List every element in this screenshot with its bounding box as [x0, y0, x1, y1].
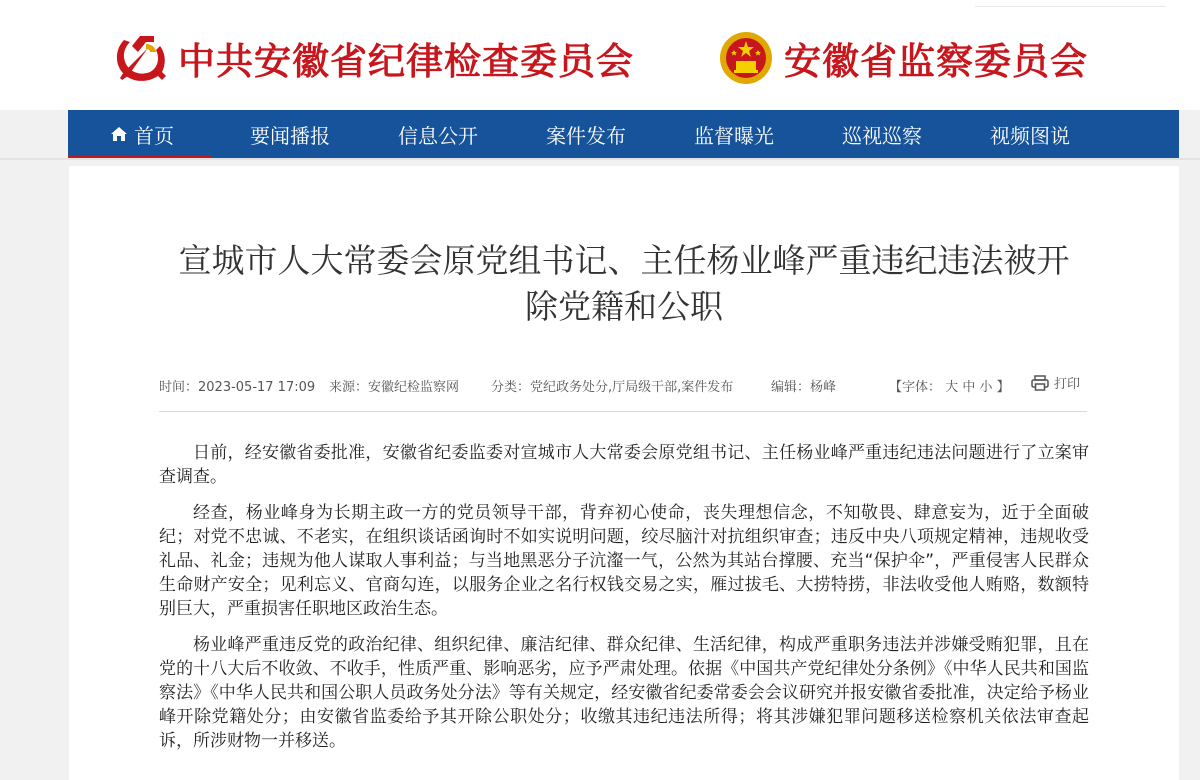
- nav-item-home[interactable]: [68, 110, 216, 158]
- article-title: [157, 238, 1091, 330]
- home-icon: [110, 126, 128, 142]
- party-emblem-icon: [110, 30, 170, 86]
- nav-item-inspection[interactable]: [808, 110, 956, 158]
- site-header: [0, 0, 1200, 110]
- meta-divider: [159, 411, 1087, 412]
- nav-label-disclosure: 信息公开: [398, 123, 478, 148]
- meta-time: 时间：2023-05-17 17:09: [159, 380, 316, 395]
- org-name-discipline: 中共安徽省纪律检查委员会: [178, 39, 634, 83]
- cpc-discipline-brand[interactable]: [110, 30, 634, 86]
- article-body: [159, 441, 1089, 765]
- article-panel: [69, 166, 1179, 780]
- meta-editor: 编辑：杨峰: [771, 380, 837, 395]
- font-size-label: 【字体：: [889, 380, 942, 395]
- nav-item-exposure[interactable]: [660, 110, 808, 158]
- meta-source: 来源：安徽纪检监察网: [329, 380, 460, 395]
- national-emblem-icon: [716, 30, 776, 86]
- nav-label-news: 要闻播报: [250, 123, 330, 148]
- font-size-medium[interactable]: 中: [962, 380, 976, 395]
- print-label: 打印: [1054, 377, 1081, 392]
- font-size-small[interactable]: 小: [979, 380, 993, 395]
- article-paragraph: 杨业峰严重违反党的政治纪律、组织纪律、廉洁纪律、群众纪律、生活纪律，构成严重职务违法并涉嫌受贿犯罪，且在党的十八大后不收敛、不收手，性质严重、影响恶劣，应予严肃处理。依据《中国共产党纪律处分条例》《中华人民共和国监察法》《中华人民共和国公职人员政务处分法》等有关规定，经安徽省纪委常委会会议研究并报安徽省委批准，决定给予杨业峰开除党籍处分；由安徽省监委给予其开除公职处分；收缴其违纪违法所得；将其涉嫌犯罪问题移送检察机关依法审查起诉，所涉财物一并移送。: [159, 635, 1089, 751]
- nav-label-home: 首页: [134, 123, 174, 148]
- meta-category: 分类：党纪政务处分,厅局级干部,案件发布: [491, 380, 734, 395]
- font-size-close: 】: [996, 380, 1010, 395]
- article-title-line2: 除党籍和公职: [525, 287, 723, 326]
- nav-label-inspection: 巡视巡察: [842, 123, 922, 148]
- nav-item-cases[interactable]: [512, 110, 660, 158]
- org-name-supervision: 安徽省监察委员会: [784, 39, 1088, 83]
- article-title-line1: 宣城市人大常委会原党组书记、主任杨业峰严重违纪违法被开: [178, 241, 1070, 280]
- supervision-brand[interactable]: [716, 30, 1088, 86]
- print-button[interactable]: [1031, 373, 1080, 392]
- top-link-bar: [975, 0, 1165, 7]
- nav-item-disclosure[interactable]: [364, 110, 512, 158]
- article-meta: [159, 372, 1087, 396]
- article-paragraph: 经查，杨业峰身为长期主政一方的党员领导干部，背弃初心使命，丧失理想信念，不知敬畏、肆意妄为，近于全面破纪；对党不忠诚、不老实，在组织谈话函询时不如实说明问题，绞尽脑汁对抗组织审查；违反中央八项规定精神，违规收受礼品、礼金；违规为他人谋取人事利益；与当地黑恶分子沆瀣一气，公然为其站台撑腰、充当“保护伞”，严重侵害人民群众生命财产安全；见利忘义、官商勾连，以服务企业之名行权钱交易之实，雁过拔毛、大捞特捞，非法收受他人贿赂，数额特别巨大，严重损害任职地区政治生态。: [159, 503, 1089, 619]
- nav-item-video[interactable]: [956, 110, 1104, 158]
- print-icon: [1031, 375, 1049, 391]
- nav-label-video: 视频图说: [990, 123, 1070, 148]
- main-nav: [68, 110, 1179, 158]
- nav-shadow: [0, 158, 1200, 160]
- nav-item-news[interactable]: [216, 110, 364, 158]
- font-size-control: [889, 376, 1010, 395]
- article-paragraph: 日前，经安徽省委批准，安徽省纪委监委对宣城市人大常委会原党组书记、主任杨业峰严重违纪违法问题进行了立案审查调查。: [159, 443, 1089, 487]
- font-size-large[interactable]: 大: [945, 380, 959, 395]
- nav-label-exposure: 监督曝光: [694, 123, 774, 148]
- nav-label-cases: 案件发布: [546, 123, 626, 148]
